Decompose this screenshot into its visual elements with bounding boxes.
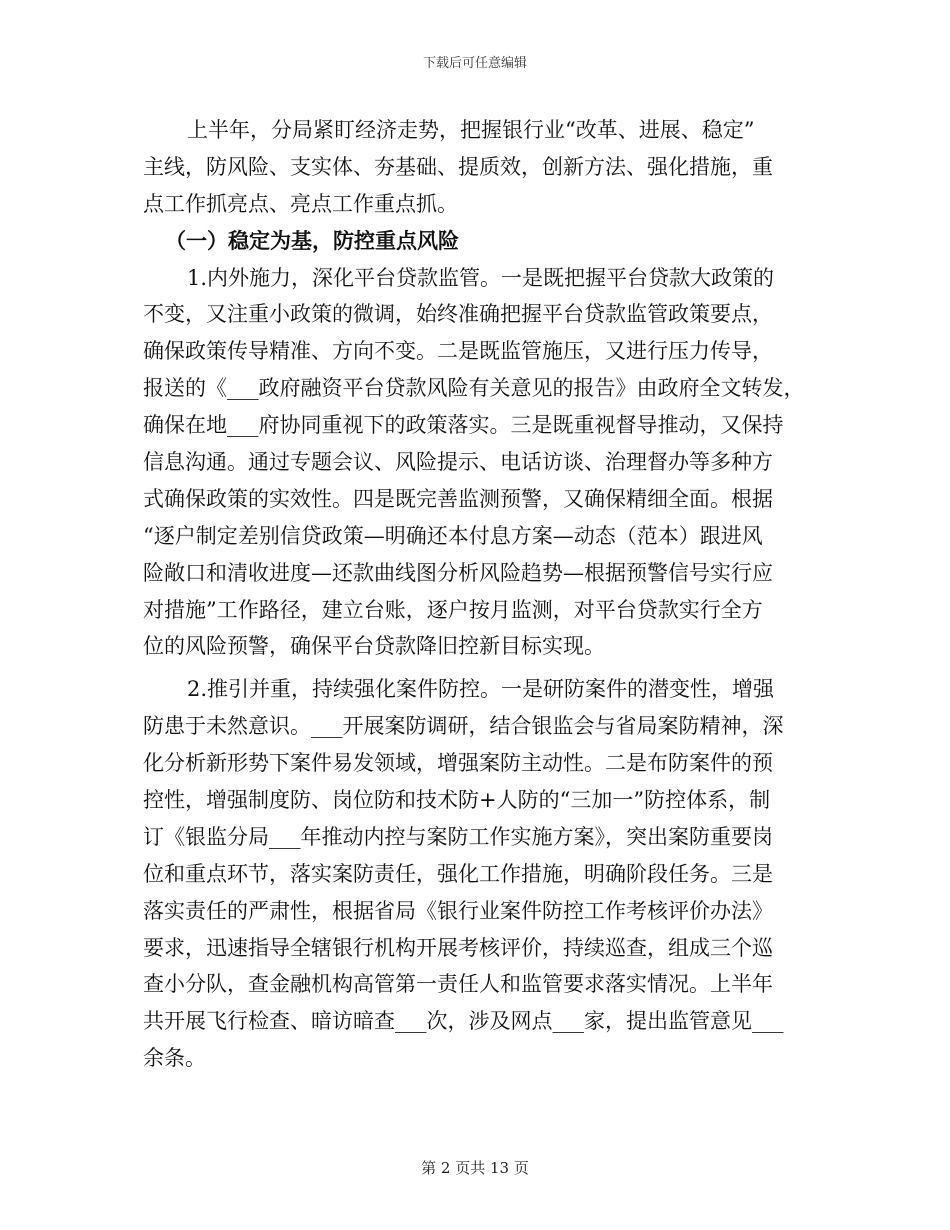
paragraph-line: 落实责任的严肃性，根据省局《银行业案件防控工作考核评价办法》 (143, 898, 773, 923)
paragraph-line: “逐户制定差别信贷政策—明确还本付息方案—动态（范本）跟进风 (143, 523, 763, 548)
paragraph-line: 1.内外施力，深化平台贷款监管。一是既把握平台贷款大政策的 (187, 265, 775, 290)
paragraph-line: 位的风险预警，确保平台贷款降旧控新目标实现。 (143, 634, 605, 659)
paragraph-line: 位和重点环节，落实案防责任，强化工作措施，明确阶段任务。三是 (143, 861, 773, 886)
paragraph-line: 确保在地___府协同重视下的政策落实。三是既重视督导推动，又保持 (143, 413, 784, 438)
paragraph-line: 共开展飞行检查、暗访暗查___次，涉及网点___家，提出监管意见___ (143, 1009, 784, 1034)
paragraph-line: 主线，防风险、支实体、夯基础、提质效，创新方法、强化措施，重 (143, 154, 773, 179)
paragraph-line: 上半年，分局紧盯经济走势，把握银行业“改革、进展、稳定” (187, 118, 755, 142)
paragraph-line: 确保政策传导精准、方向不变。二是既监管施压，又进行压力传导， (143, 339, 773, 364)
paragraph-line: 点工作抓亮点、亮点工作重点抓。 (143, 191, 458, 216)
document-body (143, 112, 808, 1077)
paragraph-line: 要求，迅速指导全辖银行机构开展考核评价，持续巡查，组成三个巡 (143, 935, 773, 960)
paragraph-line: 查小分队，查金融机构高管第一责任人和监管要求落实情况。上半年 (143, 972, 773, 997)
paragraph-line: 报送的《___政府融资平台贷款风险有关意见的报告》由政府全文转发， (143, 376, 805, 401)
paragraph-line: 2.推引并重，持续强化案件防控。一是研防案件的潜变性，增强 (187, 677, 775, 702)
paragraph-line: 信息沟通。通过专题会议、风险提示、电话访谈、治理督办等多种方 (143, 450, 773, 475)
paragraph-line: 控性，增强制度防、岗位防和技术防+人防的“三加一”防控体系，制 (143, 788, 771, 813)
page-header: 下载后可任意编辑 (422, 56, 527, 71)
paragraph-line: 不变，又注重小政策的微调，始终准确把握平台贷款监管政策要点， (143, 302, 773, 327)
page-number-footer: 第 2 页共 13 页 (421, 1159, 529, 1177)
paragraph-line: 对措施”工作路径，建立台账，逐户按月监测，对平台贷款实行全方 (143, 597, 763, 622)
paragraph-line: 防患于未然意识。___开展案防调研，结合银监会与省局案防精神，深 (143, 714, 784, 739)
paragraph-line: 余条。 (143, 1046, 206, 1071)
paragraph-line: 订《银监分局___年推动内控与案防工作实施方案》，突出案防重要岗 (143, 824, 773, 849)
section-heading: （一）稳定为基，防控重点风险 (165, 228, 459, 253)
paragraph-line: 险敞口和清收进度—还款曲线图分析风险趋势—根据预警信号实行应 (143, 560, 773, 585)
paragraph-line: 化分析新形势下案件易发领域，增强案防主动性。二是布防案件的预 (143, 751, 773, 776)
paragraph-line: 式确保政策的实效性。四是既完善监测预警，又确保精细全面。根据 (143, 486, 773, 511)
